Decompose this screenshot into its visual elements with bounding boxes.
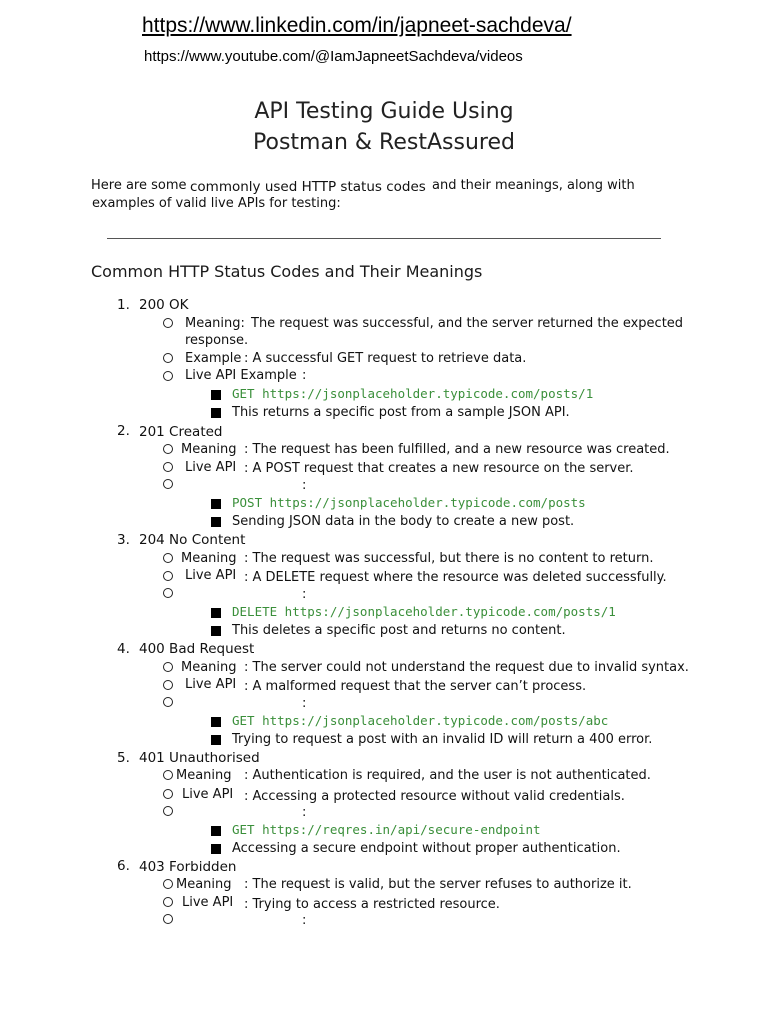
item-number: 4. [117, 641, 130, 657]
item-title: 204 No Content [139, 532, 246, 548]
live-api-text: : A DELETE request where the resource was deleted successfully. [244, 570, 667, 585]
linkedin-link[interactable]: https://www.linkedin.com/in/japneet-sachdeva/ [142, 14, 572, 37]
square-bullet-icon [211, 626, 221, 636]
youtube-link[interactable]: https://www.youtube.com/@IamJapneetSachdeva/videos [144, 48, 523, 65]
meaning-label: Meaning: [185, 316, 245, 331]
meaning-text-cont: response. [185, 333, 249, 348]
meaning-label: Meaning [181, 442, 237, 457]
square-bullet-icon [211, 608, 221, 618]
api-code: GET https://reqres.in/api/secure-endpoint [232, 822, 541, 837]
live-api-text: : Accessing a protected resource without valid credentials. [244, 789, 625, 804]
circle-bullet-icon [163, 697, 173, 707]
meaning-text: : The request has been fulfilled, and a new resource was created. [244, 442, 670, 457]
live-api-text: : A POST request that creates a new resource on the server. [244, 461, 634, 476]
example-label: Example [185, 351, 242, 366]
api-code: DELETE https://jsonplaceholder.typicode.com/posts/1 [232, 604, 616, 619]
meaning-text: : Authentication is required, and the user is not authenticated. [244, 768, 651, 783]
square-bullet-icon [211, 499, 221, 509]
api-note: This deletes a specific post and returns no content. [232, 623, 566, 638]
intro-part-1: Here are some [91, 178, 187, 193]
item-number: 6. [117, 858, 130, 874]
circle-bullet-icon [163, 770, 173, 780]
colon: : [302, 478, 307, 493]
api-code: GET https://jsonplaceholder.typicode.com/posts/1 [232, 386, 594, 401]
live-api-label: Live API [185, 568, 237, 583]
circle-bullet-icon [163, 789, 173, 799]
item-title: 201 Created [139, 424, 223, 440]
page-title-line-2: Postman & RestAssured [253, 130, 515, 155]
api-note: Sending JSON data in the body to create a new post. [232, 514, 575, 529]
meaning-label: Meaning [176, 877, 232, 892]
circle-bullet-icon [163, 462, 173, 472]
api-note: This returns a specific post from a sample JSON API. [232, 405, 570, 420]
item-title: 401 Unauthorised [139, 750, 260, 766]
square-bullet-icon [211, 408, 221, 418]
circle-bullet-icon [163, 914, 173, 924]
live-api-text: : Trying to access a restricted resource. [244, 897, 500, 912]
square-bullet-icon [211, 390, 221, 400]
live-api-label: Live API [185, 460, 237, 475]
circle-bullet-icon [163, 680, 173, 690]
api-note: Trying to request a post with an invalid ID will return a 400 error. [232, 732, 653, 747]
item-number: 5. [117, 750, 130, 766]
circle-bullet-icon [163, 897, 173, 907]
divider [107, 238, 661, 239]
item-number: 1. [117, 297, 130, 313]
section-heading: Common HTTP Status Codes and Their Meanings [91, 262, 483, 281]
colon: : [302, 805, 307, 820]
meaning-label: Meaning [176, 768, 232, 783]
example-text: : A successful GET request to retrieve data. [244, 351, 527, 366]
intro-line-2: examples of valid live APIs for testing: [92, 196, 341, 211]
circle-bullet-icon [163, 444, 173, 454]
circle-bullet-icon [163, 353, 173, 363]
square-bullet-icon [211, 844, 221, 854]
api-note: Accessing a secure endpoint without proper authentication. [232, 841, 621, 856]
live-api-label: Live API [182, 895, 234, 910]
circle-bullet-icon [163, 318, 173, 328]
circle-bullet-icon [163, 371, 173, 381]
square-bullet-icon [211, 735, 221, 745]
live-api-text: : A malformed request that the server can’t process. [244, 679, 587, 694]
circle-bullet-icon [163, 479, 173, 489]
colon: : [302, 587, 307, 602]
square-bullet-icon [211, 517, 221, 527]
colon: : [302, 913, 307, 928]
page-title-line-1: API Testing Guide Using [254, 99, 514, 124]
square-bullet-icon [211, 826, 221, 836]
api-code: POST https://jsonplaceholder.typicode.com/posts [232, 495, 586, 510]
item-title: 400 Bad Request [139, 641, 255, 657]
live-api-label: Live API [182, 787, 234, 802]
live-api-label: Live API [185, 677, 237, 692]
meaning-label: Meaning [181, 551, 237, 566]
circle-bullet-icon [163, 879, 173, 889]
intro-part-3: and their meanings, along with [432, 178, 635, 193]
meaning-text: : The server could not understand the request due to invalid syntax. [244, 660, 689, 675]
item-number: 3. [117, 532, 130, 548]
item-number: 2. [117, 423, 130, 439]
item-title: 403 Forbidden [139, 859, 237, 875]
meaning-label: Meaning [181, 660, 237, 675]
circle-bullet-icon [163, 806, 173, 816]
intro-part-2: commonly used HTTP status codes [190, 179, 426, 195]
colon: : [302, 696, 307, 711]
meaning-text: : The request is valid, but the server refuses to authorize it. [244, 877, 632, 892]
circle-bullet-icon [163, 553, 173, 563]
live-api-label: Live API Example [185, 368, 297, 383]
circle-bullet-icon [163, 571, 173, 581]
circle-bullet-icon [163, 662, 173, 672]
square-bullet-icon [211, 717, 221, 727]
live-api-colon: : [302, 368, 307, 383]
meaning-text: The request was successful, and the server returned the expected [251, 316, 684, 331]
api-code: GET https://jsonplaceholder.typicode.com/posts/abc [232, 713, 609, 728]
item-title: 200 OK [139, 297, 189, 313]
meaning-text: : The request was successful, but there is no content to return. [244, 551, 654, 566]
circle-bullet-icon [163, 588, 173, 598]
